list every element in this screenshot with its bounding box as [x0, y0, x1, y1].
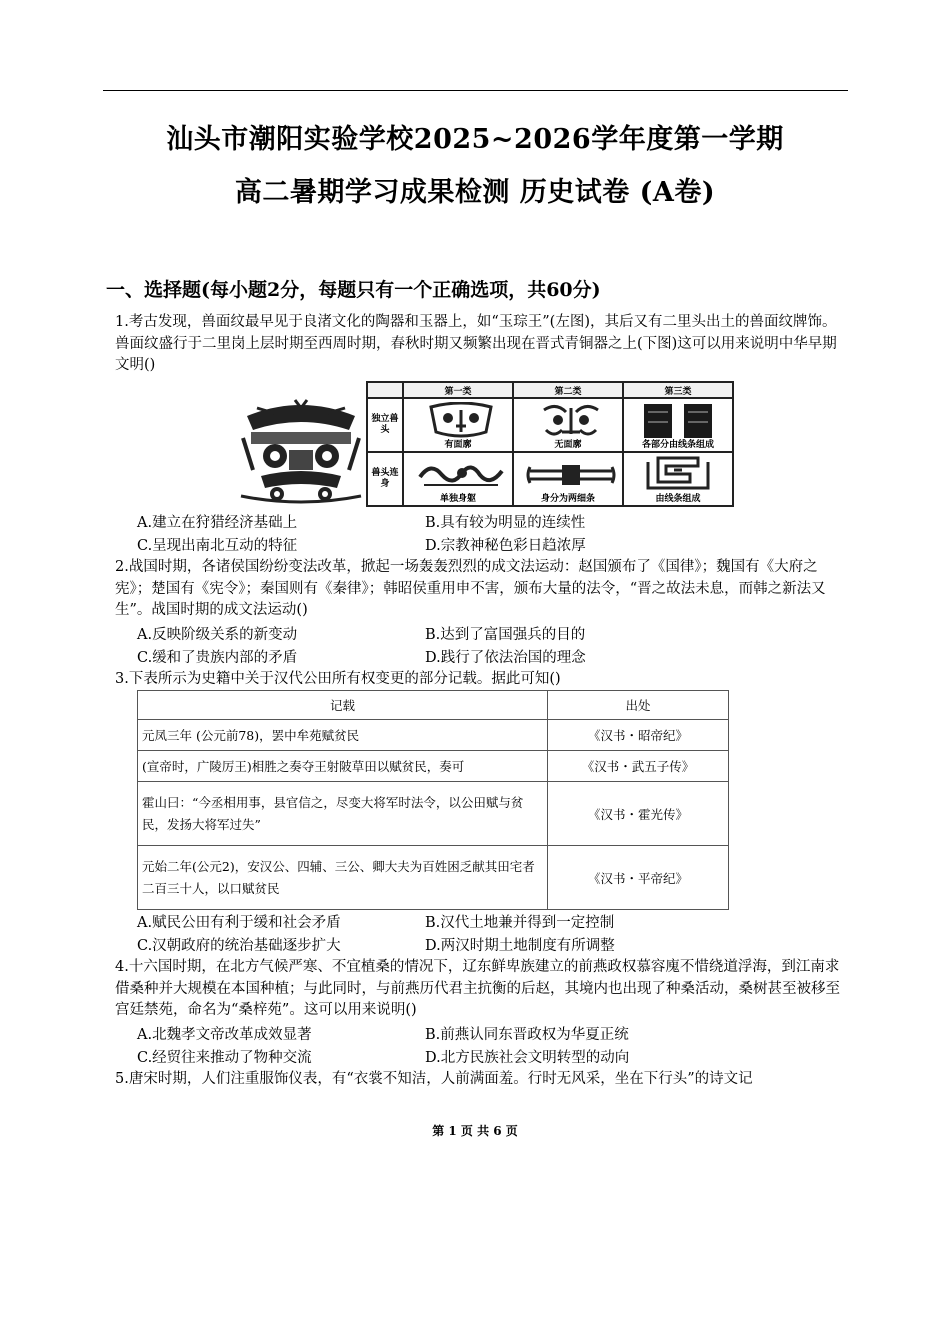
beast-body-type1-image: [416, 457, 506, 491]
question-4: [115, 957, 845, 1022]
beast-body-type2-image: [526, 457, 616, 491]
fig-caption: 各部分由线条组成: [641, 440, 714, 450]
fig-col-header: 第一类: [403, 382, 513, 398]
option-d[interactable]: D.两汉时期土地制度有所调整: [425, 938, 615, 954]
beast-face-type1-image: [426, 402, 496, 440]
option-d[interactable]: D.践行了依法治国的理念: [425, 650, 586, 666]
question-3-text: 3.下表所示为史籍中关于汉代公田所有权变更的部分记载。据此可知(): [115, 671, 561, 687]
fig-cell: [513, 398, 623, 452]
fig-row-header: 独立兽头: [367, 398, 403, 452]
fig-cell: [623, 398, 733, 452]
option-a[interactable]: A.建立在狩猎经济基础上: [137, 515, 298, 531]
header-rule: [103, 90, 848, 91]
source-cell: 《汉书・武五子传》: [548, 751, 729, 782]
record-cell: (宣帝时，广陵厉王)相胜之奏夺王射陂草田以赋贫民，奏可: [138, 751, 548, 782]
option-d[interactable]: D.北方民族社会文明转型的动向: [425, 1050, 630, 1066]
fig-caption: 身分为两细条: [540, 494, 595, 504]
table-header: 记载: [138, 691, 548, 720]
record-cell: 元始二年(公元2)，安汉公、四辅、三公、卿大夫为百姓困乏献其田宅者二百三十人，以口赋贫民: [138, 846, 548, 910]
fig-caption: 无面廓: [554, 440, 582, 450]
question-2-text: 2.战国时期，各诸侯国纷纷变法改革，掀起一场轰轰烈烈的成文法运动：赵国颁布了《国律》；魏国有《大府之宪》；楚国有《宪令》；秦国则有《秦律》；韩昭侯重用申不害，颁布大量的法令，“晋之故法未息，而韩之新法又生”。战国时期的成文法运动(): [115, 559, 826, 618]
option-a[interactable]: A.北魏孝文帝改革成效显著: [137, 1027, 312, 1043]
option-b[interactable]: B.汉代土地兼并得到一定控制: [425, 915, 615, 931]
question-1: [115, 312, 845, 377]
table-header: 出处: [548, 691, 729, 720]
fig-caption: 有面廓: [444, 440, 472, 450]
fig-row-header: 兽头连身: [367, 452, 403, 506]
option-a[interactable]: A.赋民公田有利于缓和社会矛盾: [137, 915, 341, 931]
beast-body-type3-image: [638, 454, 718, 492]
yucong-beast-face-image: [237, 396, 365, 504]
table-row: [138, 846, 729, 910]
fig-cell: [403, 398, 513, 452]
fig-cell: [623, 452, 733, 506]
source-cell: 《汉书・平帝纪》: [548, 846, 729, 910]
option-c[interactable]: C.呈现出南北互动的特征: [137, 538, 298, 554]
table-row: [138, 782, 729, 846]
question-4-text: 4.十六国时期，在北方气候严寒、不宜植桑的情况下，辽东鲜卑族建立的前燕政权慕容廆不惜绕道浮海，到江南求借桑种并大规模在本国种植；与此同时，与前燕历代君主抗衡的后赵，其境内也出现了种桑活动，桑树甚至被移至宫廷禁苑，命名为“桑梓苑”。这可以用来说明(): [115, 959, 840, 1018]
record-cell: 霍山曰：“今丞相用事，县官信之，尽变大将军时法令，以公田赋与贫民，发扬大将军过失”: [138, 782, 548, 846]
question-5-text: 5.唐宋时期，人们注重服饰仪表，有“衣裳不知洁，人前满面羞。行时无风采，坐在下行头”的诗文记: [115, 1071, 753, 1087]
option-c[interactable]: C.经贸往来推动了物种交流: [137, 1050, 312, 1066]
question-3: [115, 669, 845, 691]
fig-caption: 单独身躯: [439, 494, 476, 504]
exam-title-line1: 汕头市潮阳实验学校2025~2026学年度第一学期: [166, 124, 784, 155]
option-b[interactable]: B.前燕认同东晋政权为华夏正统: [425, 1027, 629, 1043]
section-heading: 一、选择题(每小题2分，每题只有一个正确选项，共60分): [106, 279, 601, 301]
fig-corner: [367, 382, 403, 398]
beast-face-type3-image: [638, 402, 718, 440]
question-5: [115, 1069, 845, 1091]
fig-col-header: 第三类: [623, 382, 733, 398]
fig-cell: [403, 452, 513, 506]
option-c[interactable]: C.缓和了贵族内部的矛盾: [137, 650, 298, 666]
fig-cell: [513, 452, 623, 506]
option-c[interactable]: C.汉朝政府的统治基础逐步扩大: [137, 938, 341, 954]
beast-face-type2-image: [536, 402, 606, 440]
record-cell: 元凤三年 (公元前78)，罢中牟苑赋贫民: [138, 720, 548, 751]
fig-caption: 由线条组成: [655, 494, 701, 504]
bronze-pattern-table: [366, 381, 734, 507]
fig-col-header: 第二类: [513, 382, 623, 398]
option-d[interactable]: D.宗教神秘色彩日趋浓厚: [425, 538, 586, 554]
page-footer: 第 1 页 共 6 页: [432, 1124, 518, 1138]
question-2: [115, 557, 845, 622]
question-1-text: 1.考古发现，兽面纹最早见于良渚文化的陶器和玉器上，如“玉琮王”(左图)，其后又有二里头出土的兽面纹牌饰。兽面纹盛行于二里岗上层时期至西周时期，春秋时期又频繁出现在晋式青铜器之上(下图)这可以用来说明中华早期文明(): [115, 314, 837, 373]
table-row: [138, 720, 729, 751]
option-b[interactable]: B.具有较为明显的连续性: [425, 515, 586, 531]
option-a[interactable]: A.反映阶级关系的新变动: [137, 627, 298, 643]
han-records-table: [137, 690, 729, 910]
source-cell: 《汉书・霍光传》: [548, 782, 729, 846]
option-b[interactable]: B.达到了富国强兵的目的: [425, 627, 586, 643]
exam-title-line2: 高二暑期学习成果检测 历史试卷 (A卷): [234, 177, 716, 208]
table-row: [138, 751, 729, 782]
source-cell: 《汉书・昭帝纪》: [548, 720, 729, 751]
